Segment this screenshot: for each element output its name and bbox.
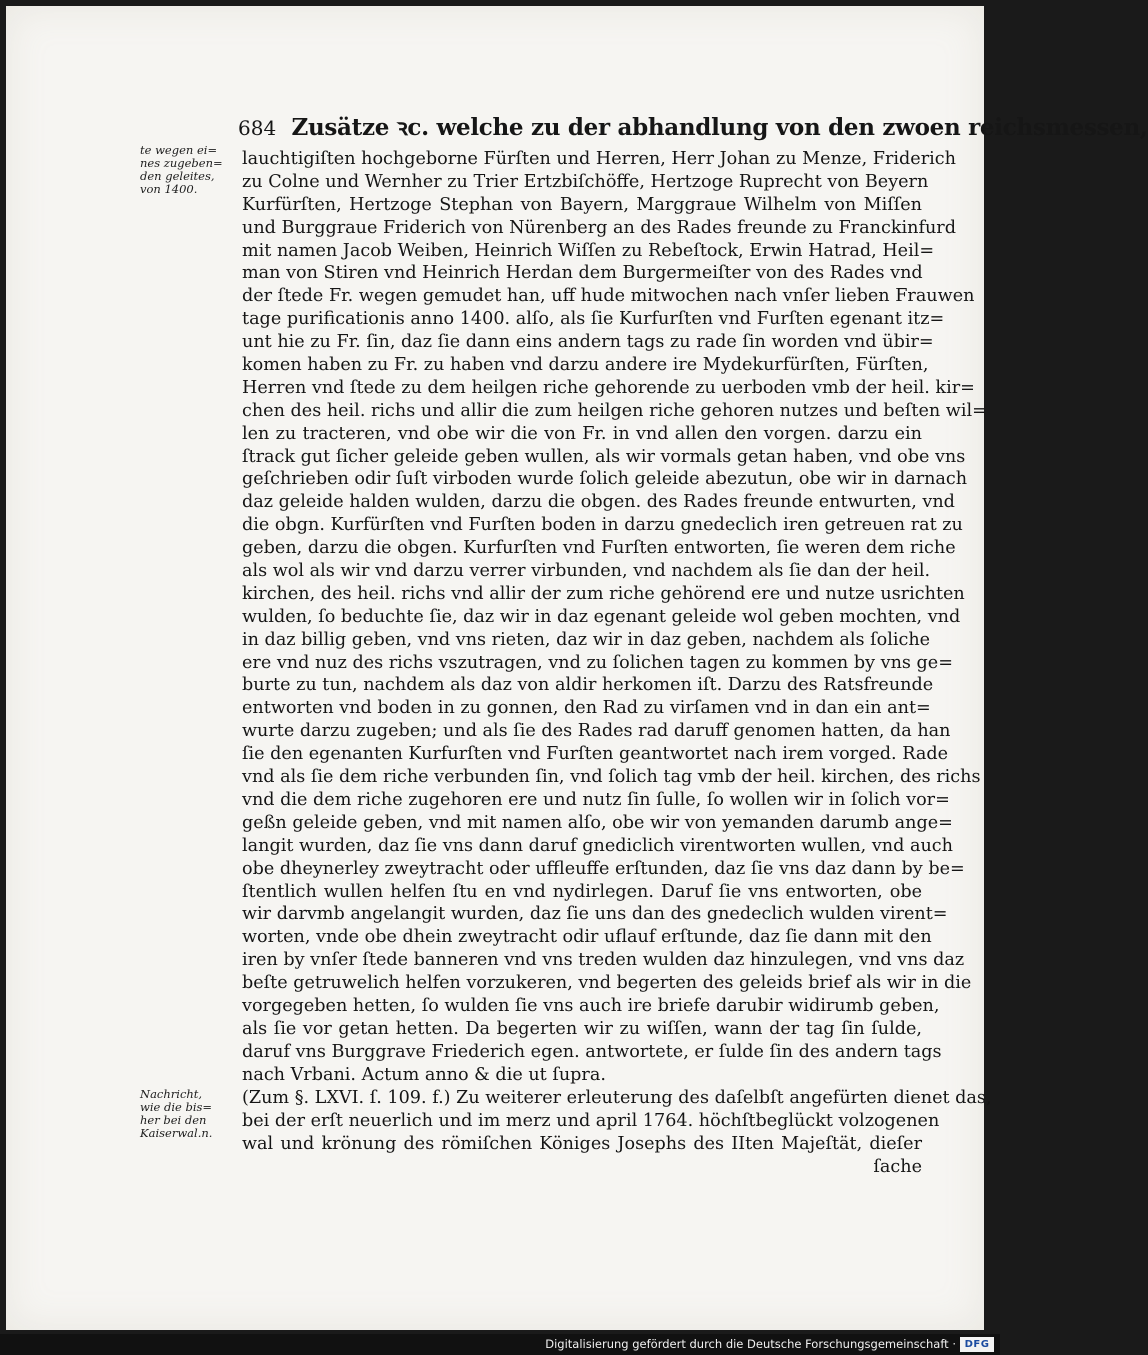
text-line: unt hie zu Fr. ſin, daz ſie dann eins andern tags zu rade ſin worden vnd übir= [242, 332, 934, 353]
text-line: vorgegeben hetten, ſo wulden ſie vns auch ire briefe darubir widirumb geben, [242, 995, 940, 1016]
text-line: man von Stiren vnd Heinrich Herdan dem Burgermeiſter von des Rades vnd [242, 263, 923, 284]
text-line: die obgn. Kurfürſten vnd Furſten boden in darzu gnedeclich iren getreuen rat zu [242, 515, 963, 536]
text-line: tage purificationis anno 1400. alſo, als ſie Kurfurſten vnd Furſten egenant itz= [242, 309, 945, 330]
text-line: entworten vnd boden in zu gonnen, den Rad zu virſamen vnd in dan ein ant= [242, 698, 931, 719]
text-line: daruf vns Burggrave Friederich egen. antwortete, er ſulde ſin des andern tags [242, 1041, 942, 1062]
margin-note-line: Kaiserwal.n. [140, 1126, 213, 1140]
text-line: komen haben zu Fr. zu haben vnd darzu andere ire Mydekurfürſten, Fürſten, [242, 355, 929, 376]
text-line: zu Colne und Wernher zu Trier Ertzbiſchöffe, Hertzoge Ruprecht von Beyern [242, 171, 929, 192]
text-line: wulden, ſo beduchte ſie, daz wir in daz egenant geleide wol geben mochten, vnd [242, 606, 961, 627]
text-line: nach Vrbani. Actum anno & die ut ſupra. [242, 1064, 606, 1085]
text-line: der ſtede Fr. wegen gemudet han, uff hude mitwochen nach vnſer lieben Frauwen [242, 286, 975, 307]
margin-note-line: den geleites, [140, 169, 215, 183]
text-line: (Zum §. LXVI. ſ. 109. f.) Zu weiterer erleuterung des daſelbſt angefürten dienet das, [242, 1088, 992, 1108]
margin-note-geleite [140, 144, 240, 196]
footer-funding-note: Digitalisierung gefördert durch die Deutsche Forschungsgemeinschaft · [545, 1337, 956, 1351]
text-line: wir darvmb angelangit wurden, daz ſie uns dan des gnedeclich wulden virent= [242, 904, 948, 925]
margin-note-line: Nachricht, [140, 1087, 203, 1101]
margin-note-line: wie die bis= [140, 1100, 213, 1114]
text-line: chen des heil. richs und allir die zum heilgen riche gehoren nutzes und beſten wil= [242, 400, 987, 421]
text-line: wal und krönung des römiſchen Königes Josephs des IIten Majeſtät, dieſer [242, 1133, 922, 1154]
text-line: geßn geleide geben, vnd mit namen alſo, obe wir von yemanden darumb ange= [242, 812, 953, 833]
text-line: worten, vnde obe dhein zweytracht odir uflauf erſtunde, daz ſie dann mit den [242, 927, 932, 948]
text-line: kirchen, des heil. richs vnd allir der zum riche gehörend ere und nutze usrichten [242, 583, 965, 604]
dfg-logo: DFG [960, 1337, 994, 1352]
margin-note-line: nes zugeben= [140, 156, 223, 170]
text-line: als wol als wir vnd darzu verrer virbunden, vnd nachdem als ſie dan der heil. [242, 561, 931, 582]
text-line: ſtrack gut ſicher geleide geben wullen, als wir vormals getan haben, vnd obe vns [242, 446, 966, 467]
text-line: Herren vnd ſtede zu dem heilgen riche gehorende zu uerboden vmb der heil. kir= [242, 377, 975, 398]
text-line: ſtentlich wullen helfen ſtu en vnd nydirlegen. Daruf ſie vns entworten, obe [242, 881, 922, 902]
text-line: obe dheynerley zweytracht oder uffleuffe erſtunden, daz ſie vns daz dann by be= [242, 858, 965, 879]
text-line: langit wurden, daz ſie vns dann daruf gnediclich virentworten wullen, vnd auch [242, 835, 953, 856]
body-paragraph-1 [242, 148, 987, 1087]
running-header [238, 110, 1148, 150]
text-line: ſie den egenanten Kurfurſten vnd Furſten geantwortet nach irem vorged. Rade [242, 744, 949, 765]
text-line: Kurfürſten, Hertzoge Stephan von Bayern, Marggraue Wilhelm von Miſſen [242, 194, 922, 215]
text-line: vnd als ſie dem riche verbunden ſin, vnd ſolich tag vmb der heil. kirchen, des richs [242, 767, 981, 788]
footer-bar [0, 1334, 1000, 1355]
text-line: len zu tracteren, vnd obe wir die von Fr. in vnd allen den vorgen. darzu ein [242, 423, 922, 444]
text-line: mit namen Jacob Weiben, Heinrich Wiſſen zu Rebeſtock, Erwin Hatrad, Heil= [242, 240, 935, 261]
text-line: iren by vnſer ſtede banneren vnd vns treden wulden daz hinzulegen, vnd vns daz [242, 950, 965, 971]
text-line: in daz billig geben, vnd vns rieten, daz wir in daz geben, nachdem als ſoliche [242, 629, 931, 650]
margin-note-line: von 1400. [140, 182, 198, 196]
page-number: 684 [238, 116, 277, 140]
header-title: Zusätze ꝛc. welche zu der abhandlung von den zwoen reichsmessen, [291, 114, 1148, 141]
text-line: burte zu tun, nachdem als daz von aldir herkomen iſt. Darzu des Ratsfreunde [242, 675, 934, 696]
text-line: daz geleide halden wulden, darzu die obgen. des Rades freunde entwurten, vnd [242, 492, 955, 513]
text-line: ſache [873, 1156, 922, 1177]
text-line: und Burggraue Friderich von Nürenberg an des Rades freunde zu Franckinfurd [242, 217, 956, 238]
text-line: beſte getruwelich helfen vorzukeren, vnd begerten des geleids brief als wir in die [242, 973, 972, 994]
text-line: geſchrieben odir ſuſt virboden wurde ſolich geleide abezutun, obe wir in darnach [242, 469, 968, 490]
margin-note-line: her bei den [140, 1113, 207, 1127]
text-line: lauchtigiſten hochgeborne Fürſten und Herren, Herr Johan zu Menze, Friderich [242, 149, 956, 169]
text-line: geben, darzu die obgen. Kurfurſten vnd Furſten entworten, ſie weren dem riche [242, 538, 956, 559]
text-line: wurte darzu zugeben; und als ſie des Rades rad daruff genomen hatten, da han [242, 721, 951, 742]
text-line: als ſie vor getan hetten. Da begerten wir zu wiſſen, wann der tag ſin ſulde, [242, 1018, 922, 1039]
text-line: vnd die dem riche zugehoren ere und nutz ſin ſulle, ſo wollen wir in ſolich vor= [242, 789, 950, 810]
margin-note-line: te wegen ei= [140, 143, 218, 157]
text-line: ere vnd nuz des richs vszutragen, vnd zu ſolichen tagen zu kommen by vns ge= [242, 652, 953, 673]
text-line: bei der erſt neuerlich und im merz und april 1764. höchſtbeglückt volzogenen [242, 1110, 940, 1131]
body-paragraph-2 [242, 1087, 992, 1179]
margin-note-nachricht [140, 1088, 240, 1140]
